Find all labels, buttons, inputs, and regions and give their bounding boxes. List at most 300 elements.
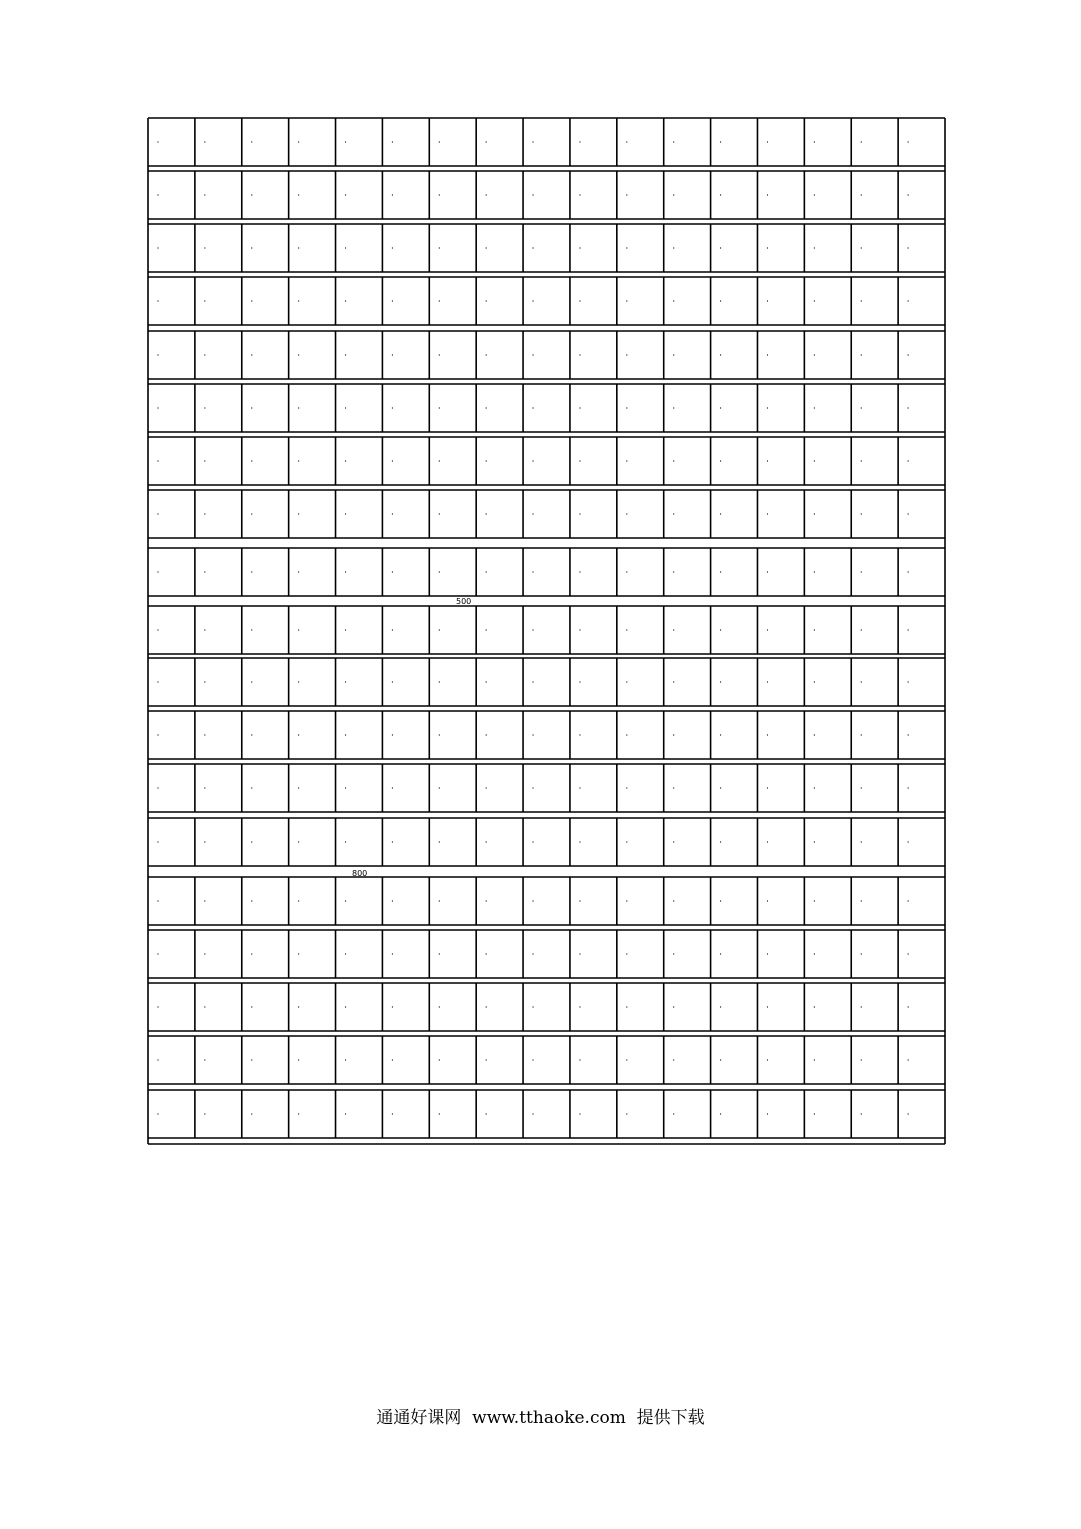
cell-dot [814, 734, 815, 735]
cell-dot [579, 513, 580, 514]
cell-dot [204, 513, 205, 514]
cell-dot [439, 681, 440, 682]
cell-dot [532, 141, 533, 142]
cell-dot [767, 1006, 768, 1007]
cell-dot [439, 841, 440, 842]
cell-dot [532, 841, 533, 842]
cell-dot [345, 681, 346, 682]
cell-dot [814, 953, 815, 954]
cell-dot [392, 460, 393, 461]
cell-dot [908, 141, 909, 142]
cell-dot [908, 841, 909, 842]
cell-dot [626, 900, 627, 901]
cell-dot [251, 1059, 252, 1060]
cell-dot [392, 194, 393, 195]
cell-dot [204, 1113, 205, 1114]
cell-dot [626, 1059, 627, 1060]
cell-dot [767, 460, 768, 461]
cell-dot [720, 841, 721, 842]
cell-dot [157, 787, 158, 788]
cell-dot [345, 787, 346, 788]
cell-dot [298, 247, 299, 248]
cell-dot [392, 681, 393, 682]
cell-dot [626, 247, 627, 248]
cell-dot [532, 900, 533, 901]
cell-dot [345, 460, 346, 461]
cell-dot [251, 734, 252, 735]
cell-dot [861, 407, 862, 408]
cell-dot [392, 787, 393, 788]
cell-dot [204, 681, 205, 682]
cell-dot [251, 1006, 252, 1007]
cell-dot [204, 900, 205, 901]
cell-dot [345, 841, 346, 842]
cell-dot [908, 354, 909, 355]
cell-dot [486, 300, 487, 301]
cell-dot [673, 513, 674, 514]
cell-dot [579, 407, 580, 408]
cell-dot [157, 141, 158, 142]
cell-dot [579, 953, 580, 954]
cell-dot [767, 681, 768, 682]
cell-dot [720, 1113, 721, 1114]
cell-dot [204, 841, 205, 842]
cell-dot [814, 900, 815, 901]
cell-dot [345, 354, 346, 355]
cell-dot [486, 247, 487, 248]
cell-dot [345, 571, 346, 572]
cell-dot [532, 460, 533, 461]
cell-dot [204, 953, 205, 954]
cell-dot [908, 407, 909, 408]
cell-dot [486, 900, 487, 901]
cell-dot [579, 141, 580, 142]
cell-dot [626, 841, 627, 842]
cell-dot [626, 734, 627, 735]
cell-dot [157, 953, 158, 954]
cell-dot [251, 571, 252, 572]
cell-dot [767, 841, 768, 842]
cell-dot [392, 900, 393, 901]
cell-dot [251, 354, 252, 355]
cell-dot [392, 629, 393, 630]
cell-dot [251, 629, 252, 630]
cell-dot [204, 194, 205, 195]
cell-dot [157, 460, 158, 461]
cell-dot [908, 460, 909, 461]
cell-dot [673, 787, 674, 788]
cell-dot [767, 1059, 768, 1060]
cell-dot [673, 841, 674, 842]
cell-dot [908, 681, 909, 682]
cell-dot [861, 571, 862, 572]
cell-dot [298, 734, 299, 735]
cell-dot [532, 734, 533, 735]
cell-dot [626, 300, 627, 301]
cell-dot [298, 407, 299, 408]
cell-dot [626, 681, 627, 682]
cell-dot [767, 787, 768, 788]
cell-dot [908, 1006, 909, 1007]
cell-dot [720, 247, 721, 248]
cell-dot [392, 141, 393, 142]
cell-dot [439, 787, 440, 788]
cell-dot [626, 354, 627, 355]
cell-dot [439, 354, 440, 355]
cell-dot [532, 407, 533, 408]
cell-dot [908, 900, 909, 901]
cell-dot [814, 571, 815, 572]
cell-dot [532, 953, 533, 954]
cell-dot [345, 953, 346, 954]
cell-dot [532, 681, 533, 682]
cell-dot [626, 513, 627, 514]
cell-dot [814, 141, 815, 142]
cell-dot [579, 1113, 580, 1114]
cell-dot [439, 953, 440, 954]
cell-dot [251, 513, 252, 514]
cell-dot [720, 194, 721, 195]
cell-dot [345, 1006, 346, 1007]
cell-dot [251, 681, 252, 682]
cell-dot [204, 734, 205, 735]
cell-dot [486, 407, 487, 408]
cell-dot [814, 460, 815, 461]
cell-dot [157, 900, 158, 901]
cell-dot [157, 354, 158, 355]
cell-dot [486, 1113, 487, 1114]
cell-dot [626, 407, 627, 408]
cell-dot [861, 300, 862, 301]
cell-dot [908, 247, 909, 248]
cell-dot [486, 460, 487, 461]
cell-dot [861, 1059, 862, 1060]
cell-dot [486, 194, 487, 195]
cell-dot [579, 681, 580, 682]
cell-dot [579, 460, 580, 461]
cell-dot [673, 734, 674, 735]
cell-dot [298, 513, 299, 514]
cell-dot [814, 1113, 815, 1114]
cell-dot [392, 513, 393, 514]
cell-dot [392, 407, 393, 408]
cell-dot [767, 354, 768, 355]
cell-dot [298, 787, 299, 788]
cell-dot [861, 953, 862, 954]
cell-dot [298, 300, 299, 301]
cell-dot [767, 571, 768, 572]
cell-dot [204, 787, 205, 788]
cell-dot [251, 247, 252, 248]
cell-dot [486, 1059, 487, 1060]
cell-dot [767, 734, 768, 735]
cell-dot [392, 571, 393, 572]
cell-dot [814, 513, 815, 514]
cell-dot [861, 141, 862, 142]
cell-dot [204, 629, 205, 630]
cell-dot [767, 247, 768, 248]
cell-dot [814, 841, 815, 842]
cell-dot [439, 513, 440, 514]
cell-dot [720, 900, 721, 901]
cell-dot [908, 571, 909, 572]
cell-dot [579, 1059, 580, 1060]
cell-dot [720, 629, 721, 630]
cell-dot [251, 900, 252, 901]
cell-dot [720, 513, 721, 514]
cell-dot [298, 841, 299, 842]
cell-dot [157, 300, 158, 301]
cell-dot [673, 1059, 674, 1060]
cell-dot [486, 787, 487, 788]
cell-dot [814, 1006, 815, 1007]
footer-credit: 通通好课网 www.tthaoke.com 提供下载 [376, 1408, 705, 1428]
cell-dot [532, 1059, 533, 1060]
cell-dot [251, 1113, 252, 1114]
cell-dot [345, 247, 346, 248]
cell-dot [439, 1006, 440, 1007]
cell-dot [345, 407, 346, 408]
cell-dot [720, 681, 721, 682]
cell-dot [486, 513, 487, 514]
cell-dot [439, 460, 440, 461]
cell-dot [579, 1006, 580, 1007]
cell-dot [532, 354, 533, 355]
cell-dot [626, 1113, 627, 1114]
cell-dot [861, 681, 862, 682]
cell-dot [720, 407, 721, 408]
cell-dot [345, 1059, 346, 1060]
cell-dot [157, 247, 158, 248]
cell-dot [157, 629, 158, 630]
cell-dot [298, 953, 299, 954]
cell-dot [251, 407, 252, 408]
cell-dot [908, 629, 909, 630]
cell-dot [720, 787, 721, 788]
cell-dot [532, 787, 533, 788]
cell-dot [861, 247, 862, 248]
cell-dot [204, 300, 205, 301]
cell-dot [157, 571, 158, 572]
cell-dot [767, 407, 768, 408]
cell-dot [392, 247, 393, 248]
cell-dot [439, 141, 440, 142]
cell-dot [861, 354, 862, 355]
cell-dot [439, 734, 440, 735]
cell-dot [908, 1113, 909, 1114]
cell-dot [861, 734, 862, 735]
cell-dot [298, 460, 299, 461]
cell-dot [532, 629, 533, 630]
cell-dot [720, 571, 721, 572]
cell-dot [486, 354, 487, 355]
cell-dot [861, 900, 862, 901]
cell-dot [579, 300, 580, 301]
cell-dot [486, 571, 487, 572]
cell-dot [392, 354, 393, 355]
cell-dot [626, 787, 627, 788]
cell-dot [486, 141, 487, 142]
cell-dot [486, 734, 487, 735]
cell-dot [861, 1113, 862, 1114]
cell-dot [298, 900, 299, 901]
cell-dot [767, 194, 768, 195]
cell-dot [861, 629, 862, 630]
cell-dot [673, 460, 674, 461]
cell-dot [579, 194, 580, 195]
cell-dot [814, 247, 815, 248]
cell-dot [673, 354, 674, 355]
cell-dot [486, 841, 487, 842]
cell-dot [298, 571, 299, 572]
cell-dot [439, 900, 440, 901]
cell-dot [814, 194, 815, 195]
cell-dot [673, 1006, 674, 1007]
cell-dot [673, 571, 674, 572]
cell-dot [298, 1006, 299, 1007]
cell-dot [345, 1113, 346, 1114]
cell-dot [486, 1006, 487, 1007]
cell-dot [157, 734, 158, 735]
cell-dot [298, 1059, 299, 1060]
cell-dot [767, 629, 768, 630]
cell-dot [345, 734, 346, 735]
cell-dot [767, 300, 768, 301]
cell-dot [486, 629, 487, 630]
cell-dot [720, 1006, 721, 1007]
cell-dot [720, 354, 721, 355]
cell-dot [439, 629, 440, 630]
cell-dot [204, 1006, 205, 1007]
cell-dot [814, 787, 815, 788]
cell-dot [720, 1059, 721, 1060]
cell-dot [251, 787, 252, 788]
cell-dot [298, 681, 299, 682]
cell-dot [157, 841, 158, 842]
cell-dot [439, 300, 440, 301]
cell-dot [814, 629, 815, 630]
cell-dot [720, 734, 721, 735]
cell-dot [673, 681, 674, 682]
cell-dot [157, 1059, 158, 1060]
cell-dot [298, 194, 299, 195]
cell-dot [439, 194, 440, 195]
cell-dot [579, 900, 580, 901]
cell-dot [673, 300, 674, 301]
cell-dot [298, 141, 299, 142]
cell-dot [157, 407, 158, 408]
cell-dot [532, 1113, 533, 1114]
cell-dot [392, 734, 393, 735]
cell-dot [720, 460, 721, 461]
cell-dot [439, 1059, 440, 1060]
cell-dot [673, 629, 674, 630]
cell-dot [814, 300, 815, 301]
cell-dot [861, 194, 862, 195]
cell-dot [626, 1006, 627, 1007]
cell-dot [345, 900, 346, 901]
cell-dot [345, 141, 346, 142]
cell-dot [720, 953, 721, 954]
cell-dot [157, 513, 158, 514]
cell-dot [908, 1059, 909, 1060]
cell-dot [861, 513, 862, 514]
cell-dot [767, 900, 768, 901]
cell-dot [626, 571, 627, 572]
cell-dot [861, 460, 862, 461]
cell-dot [673, 407, 674, 408]
cell-dot [814, 1059, 815, 1060]
cell-dot [673, 1113, 674, 1114]
cell-dot [439, 1113, 440, 1114]
cell-dot [814, 407, 815, 408]
cell-dot [392, 953, 393, 954]
cell-dot [251, 141, 252, 142]
cell-dot [204, 460, 205, 461]
cell-dot [157, 681, 158, 682]
cell-dot [345, 194, 346, 195]
cell-dot [767, 953, 768, 954]
cell-dot [486, 681, 487, 682]
cell-dot [673, 194, 674, 195]
cell-dot [532, 513, 533, 514]
cell-dot [298, 1113, 299, 1114]
cell-dot [908, 513, 909, 514]
cell-dot [157, 1006, 158, 1007]
cell-dot [908, 300, 909, 301]
cell-dot [392, 300, 393, 301]
cell-dot [579, 841, 580, 842]
cell-dot [626, 141, 627, 142]
cell-dot [157, 1113, 158, 1114]
cell-dot [392, 1006, 393, 1007]
word-count-marker-500: 500 [456, 597, 472, 606]
word-count-marker-800: 800 [352, 869, 368, 878]
cell-dot [251, 300, 252, 301]
cell-dot [532, 194, 533, 195]
cell-dot [861, 787, 862, 788]
cell-dot [345, 300, 346, 301]
cell-dot [345, 629, 346, 630]
cell-dot [767, 513, 768, 514]
cell-dot [251, 953, 252, 954]
cell-dot [204, 354, 205, 355]
cell-dot [157, 194, 158, 195]
cell-dot [673, 247, 674, 248]
cell-dot [626, 629, 627, 630]
cell-dot [814, 354, 815, 355]
cell-dot [298, 629, 299, 630]
cell-dot [673, 141, 674, 142]
cell-dot [532, 1006, 533, 1007]
cell-dot [532, 571, 533, 572]
cell-dot [673, 900, 674, 901]
cell-dot [579, 629, 580, 630]
cell-dot [251, 194, 252, 195]
cell-dot [532, 247, 533, 248]
cell-dot [861, 841, 862, 842]
cell-dot [908, 953, 909, 954]
cell-dot [814, 681, 815, 682]
cell-dot [579, 247, 580, 248]
cell-dot [908, 734, 909, 735]
cell-dot [204, 141, 205, 142]
cell-dot [392, 1059, 393, 1060]
cell-dot [861, 1006, 862, 1007]
cell-dot [673, 953, 674, 954]
cell-dot [439, 247, 440, 248]
cell-dot [908, 194, 909, 195]
